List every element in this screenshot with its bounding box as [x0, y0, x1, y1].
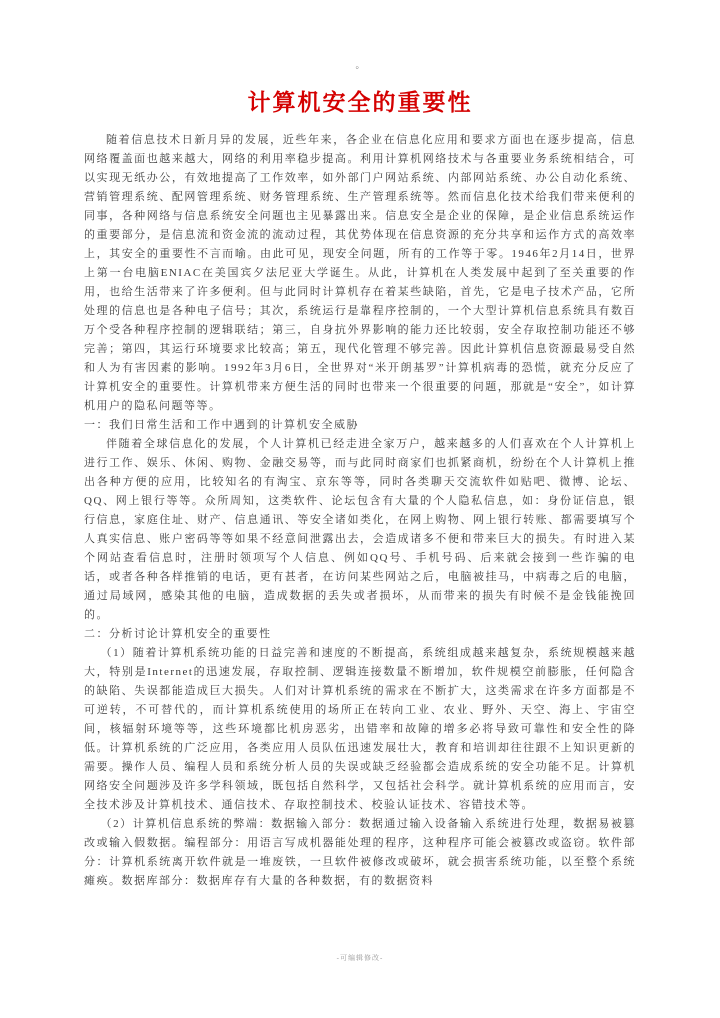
intro-paragraph: 随着信息技术日新月异的发展，近些年来，各企业在信息化应用和要求方面也在逐步提高，信息网络覆盖面也越来越大，网络的利用率稳步提高。利用计算机网络技术与各重要业务系统相结合，可以实现无纸办公，有效地提高了工作效率，如外部门户网站系统、内部网站系统、办公自动化系统、营销管理系统、配网管理系统、财务管理系统、生产管理系统等。然而信息化技术给我们带来便利的同事，各种网络与信息系统安全问题也主见暴露出来。信息安全是企业的保障，是企业信息系统运作的重要部分，是信息流和资金流的流动过程，其优势体现在信息资源的充分共享和运作方式的高效率上，其安全的重要性不言而喻。由此可见，现安全问题，所有的工作等于零。1946年2月14日，世界上第一台电脑ENIAC在美国宾夕法尼亚大学诞生。从此，计算机在人类发展中起到了至关重要的作用，也给生活带来了许多便利。但与此同时计算机存在着某些缺陷，首先，它是电子技术产品，它所处理的信息也是各种电子信号；其次，系统运行是靠程序控制的，一个大型计算机信息系统具有数百万个受各种程序控制的逻辑联结；第三，自身抗外界影响的能力还比较弱，安全存取控制功能还不够完善；第四，其运行环境要求比较高；第五，现代化管理不够完善。因此计算机信息资源最易受自然和人为有害因素的影响。1992年3月6日，全世界对“米开朗基罗”计算机病毒的恐慌，就充分反应了计算机安全的重要性。计算机带来方便生活的同时也带来一个很重要的问题，那就是“安全”，如计算机用户的隐私问题等等。	[84, 134, 636, 412]
page-mark: 。	[355, 60, 365, 70]
section-2-paragraph-1: （1）随着计算机系统功能的日益完善和速度的不断提高，系统组成越来越复杂，系统规模越来越大，特别是Internet的迅速发展，存取控制、逻辑连接数量不断增加，软件规模空前膨胀，任何隐含的缺陷、失误都能造成巨大损失。人们对计算机系统的需求在不断扩大，这类需求在许多方面都是不可逆转，不可替代的，而计算机系统使用的场所正在转向工业、农业、野外、天空、海上、宇宙空间，核辐射环境等等，这些环境都比机房恶劣，出错率和故障的增多必将导致可靠性和安全性的降低。计算机系统的广泛应用，各类应用人员队伍迅速发展壮大，教育和培训却往往跟不上知识更新的需要。操作人员、编程人员和系统分析人员的失误或缺乏经验都会造成系统的安全功能不足。计算机网络安全问题涉及许多学科领域，既包括自然科学，又包括社会科学。就计算机系统的应用而言，安全技术涉及计算机技术、通信技术、存取控制技术、校验认证技术、容错技术等。	[84, 647, 636, 811]
section-2-paragraph-2: （2）计算机信息系统的弊端：数据输入部分：数据通过输入设备输入系统进行处理，数据易被篡改或输入假数据。编程部分：用语言写成机器能处理的程序，这种程序可能会被篡改或盗窃。软件部分：计算机系统离开软件就是一堆废铁，一旦软件被修改或破坏，就会损害系统功能，以至整个系统瘫痪。数据库部分：数据库存有大量的各种数据，有的数据资料	[84, 818, 636, 887]
document-title: 计算机安全的重要性	[247, 90, 473, 115]
document-body	[0, 131, 720, 891]
section-heading-1: 一：我们日常生活和工作中遇到的计算机安全威胁	[84, 419, 359, 431]
section-1-paragraph: 伴随着全球信息化的发展，个人计算机已经走进全家万户，越来越多的人们喜欢在个人计算机上进行工作、娱乐、休闲、购物、金融交易等，而与此同时商家们也抓紧商机，纷纷在个人计算机上推出各种方便的应用，比较知名的有淘宝、京东等等，同时各类聊天交流软件如贴吧、微博、论坛、QQ、网上银行等等。众所周知，这类软件、论坛包含有大量的个人隐私信息，如：身份证信息，银行信息，家庭住址、财产、信息通讯、等安全诸如类化，在网上购物、网上银行转账、都需要填写个人真实信息、账户密码等等如果不经意间泄露出去，会造成诸多不便和带来巨大的损失。有时进入某个网站查看信息时，注册时领项写个人信息、例如QQ号、手机号码、后来就会接到一些诈骗的电话，或者各种各样推销的电话，更有甚者，在访问某些网站之后，电脑被挂马，中病毒之后的电脑，通过局域网，感染其他的电脑，造成数据的丢失或者损坏，从而带来的损失有时候不是金钱能挽回的。	[84, 438, 636, 621]
section-heading-2: 二：分析讨论计算机安全的重要性	[84, 628, 272, 640]
footer-note: -可编辑修改-	[336, 954, 384, 962]
